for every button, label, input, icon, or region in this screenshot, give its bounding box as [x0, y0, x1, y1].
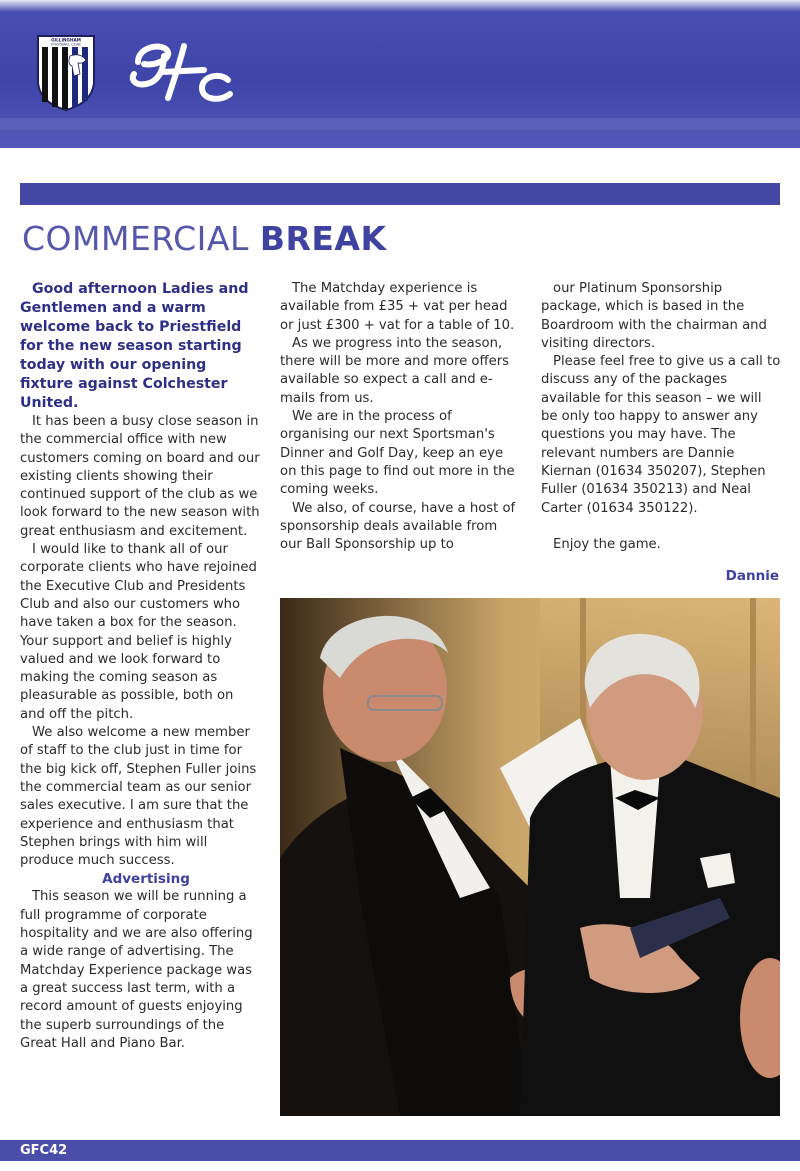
crest-name-line2: FOOTBALL CLUB: [51, 42, 81, 47]
event-photo: [280, 598, 780, 1116]
article-paragraph: As we progress into the season, there will be more and more offers available so expect a call and e-mails from us.: [280, 335, 509, 406]
page-number: GFC42: [20, 1143, 68, 1158]
article-paragraph: It has been a busy close season in the commercial office with new customers coming on board and our existing clients showing their continued support of the club as we look forward to the new season with great enthusiasm and excitement.: [20, 414, 260, 539]
article-paragraph: our Platinum Sponsorship package, which is based in the Boardroom with the chairman and visiting directors.: [541, 281, 767, 351]
section-title-light: COMMERCIAL: [22, 219, 260, 258]
closing-line: Enjoy the game.: [553, 536, 661, 552]
crest-name-line1: GILLINGHAM: [51, 37, 81, 43]
article-paragraph: This season we will be running a full programme of corporate hospitality and we are also offering a wide range of advertising. The Matchday Experience package was a great success last term, with a record amount of guests enjoying the superb surroundings of the Great Hall and Piano Bar.: [20, 889, 253, 1051]
header-banner: [0, 0, 800, 148]
article-column-2: [280, 280, 522, 554]
club-crest-icon: [36, 34, 96, 112]
header-stripe: [0, 118, 800, 130]
article-lead: Good afternoon Ladies and Gentlemen and a warm welcome back to Priestfield for the new season starting today with our opening fixture against Colchester United.: [20, 281, 249, 411]
article-paragraph: Please feel free to give us a call to discuss any of the packages available for this season – we will be only too happy to answer any questions you may have. The relevant numbers are Dannie Kiernan (01634 350207), Stephen Fuller (01634 350213) and Neal Carter (01634 350122).: [541, 354, 781, 516]
section-title-bold: BREAK: [259, 219, 387, 258]
article-column-1: [20, 280, 260, 1053]
header-top-edge: [0, 0, 800, 12]
article-paragraph: We also, of course, have a host of sponsorship deals available from our Ball Sponsorship up to: [280, 500, 516, 553]
advertising-subheading: Advertising: [102, 871, 190, 888]
photo-two-men-icon: [280, 598, 780, 1116]
article-column-3: [541, 280, 781, 554]
section-title-bar: [20, 183, 780, 205]
author-signoff: Dannie: [725, 568, 779, 584]
article-paragraph: We also welcome a new member of staff to the club just in time for the big kick off, Stephen Fuller joins the commercial team as our senior sales executive. I am sure that the experience and enthusiasm that Stephen brings with him will produce much success.: [20, 725, 257, 869]
article-paragraph: We are in the process of organising our next Sportsman's Dinner and Golf Day, keep an eye on this page to find out more in the coming weeks.: [280, 409, 515, 498]
article-paragraph: The Matchday experience is available from £35 + vat per head or just £300 + vat for a table of 10.: [280, 281, 515, 333]
footer-bar: [0, 1140, 800, 1161]
section-title: [22, 219, 387, 259]
gfc-monogram-logo: [124, 36, 244, 108]
article-paragraph: I would like to thank all of our corporate clients who have rejoined the Executive Club and Presidents Club and also our customers who have taken a box for the season. Your support and belief is highly valued and we look forward to making the coming season as pleasurable as possible, both on and off the pitch.: [20, 542, 257, 722]
